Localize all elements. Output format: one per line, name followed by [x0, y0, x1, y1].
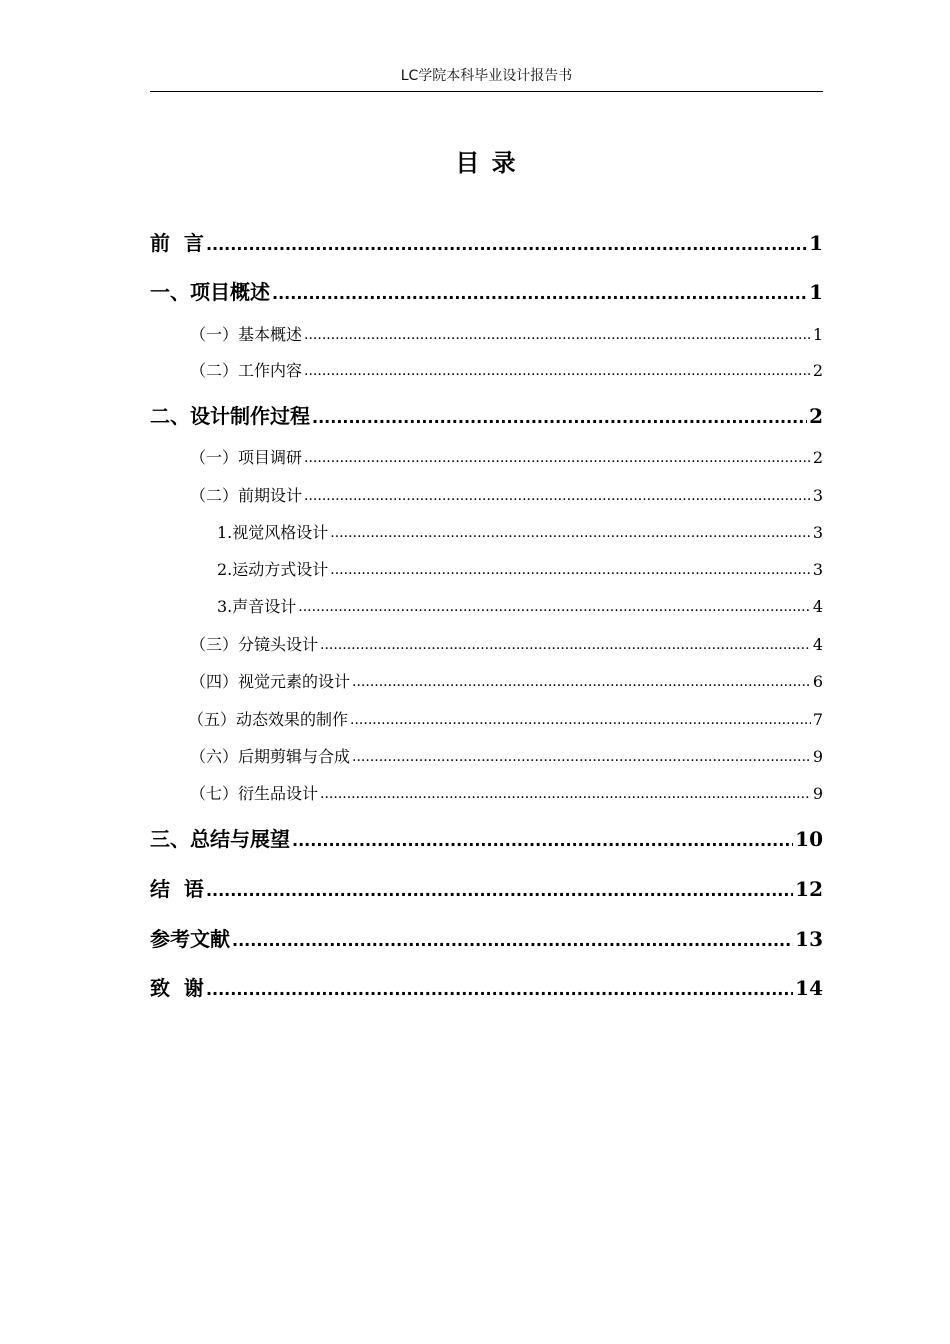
leader-dots [320, 781, 811, 803]
toc-entry-label: （六）后期剪辑与合成 [190, 747, 351, 766]
toc-entry-label: （三）分镜头设计 [190, 635, 319, 654]
toc-entry-label: （一）基本概述 [190, 325, 303, 344]
toc-entry-page: 2 [812, 361, 823, 380]
leader-dots [206, 972, 793, 1000]
leader-dots [304, 358, 811, 380]
toc-entry-label: 参考文献 [150, 927, 230, 951]
toc-entry-page: 1 [809, 231, 823, 255]
toc-entry-preface[interactable] [150, 227, 823, 255]
toc-entry-subsection[interactable] [217, 520, 823, 542]
toc-entry-page: 9 [812, 784, 823, 803]
toc-entry-page: 2 [809, 404, 823, 428]
toc-entry-page: 12 [795, 877, 823, 901]
toc-entry-page: 2 [812, 448, 823, 467]
toc-entry-label: 三、总结与展望 [150, 827, 290, 851]
toc-entry-subsection[interactable] [217, 557, 823, 579]
toc-entry-section[interactable] [190, 322, 823, 344]
toc-entry-label: 结 语 [150, 877, 204, 901]
toc-entry-chapter-2[interactable] [150, 400, 823, 428]
toc-entry-chapter-3[interactable] [150, 823, 823, 851]
toc-entry-label: （一）项目调研 [190, 448, 303, 467]
leader-dots [298, 594, 811, 616]
leader-dots [206, 873, 793, 901]
toc-entry-page: 3 [812, 523, 823, 542]
leader-dots [304, 322, 811, 344]
toc-entry-page: 4 [812, 597, 823, 616]
toc-entry-section[interactable] [190, 744, 823, 766]
leader-dots [312, 400, 807, 428]
toc-entry-section[interactable] [190, 358, 823, 380]
leader-dots [330, 520, 811, 542]
toc-entry-conclusion[interactable] [150, 873, 823, 901]
toc-entry-section[interactable] [190, 669, 823, 691]
toc-title: 目 录 [455, 149, 518, 177]
leader-dots [352, 744, 811, 766]
toc-entry-page: 10 [795, 827, 823, 851]
toc-entry-page: 7 [812, 710, 823, 729]
toc-entry-section[interactable] [190, 445, 823, 467]
header-rule [150, 91, 823, 92]
running-header: LC学院本科毕业设计报告书 [400, 68, 573, 84]
toc-entry-label: 二、设计制作过程 [150, 404, 310, 428]
toc-entry-subsection[interactable] [217, 594, 823, 616]
toc-entry-label: （五）动态效果的制作 [188, 710, 349, 729]
leader-dots [350, 707, 811, 729]
toc-entry-section[interactable] [190, 781, 823, 803]
leader-dots [330, 557, 811, 579]
toc-entry-page: 1 [809, 280, 823, 304]
toc-entry-label: 1.视觉风格设计 [217, 523, 329, 542]
toc-entry-label: 3.声音设计 [217, 597, 297, 616]
toc-entry-section[interactable] [188, 707, 823, 729]
toc-entry-label: （二）工作内容 [190, 361, 303, 380]
leader-dots [304, 483, 811, 505]
toc-entry-page: 1 [812, 325, 823, 344]
toc-entry-page: 9 [812, 747, 823, 766]
toc-entry-acknowledgements[interactable] [150, 972, 823, 1000]
toc-entry-page: 14 [795, 976, 823, 1000]
leader-dots [232, 923, 793, 951]
toc-entry-page: 3 [812, 486, 823, 505]
leader-dots [206, 227, 807, 255]
toc-entry-references[interactable] [150, 923, 823, 951]
leader-dots [352, 669, 811, 691]
leader-dots [292, 823, 793, 851]
toc-entry-label: 致 谢 [150, 976, 204, 1000]
toc-entry-label: （二）前期设计 [190, 486, 303, 505]
leader-dots [304, 445, 811, 467]
leader-dots [320, 632, 811, 654]
toc-entry-section[interactable] [190, 632, 823, 654]
toc-entry-page: 3 [812, 560, 823, 579]
leader-dots [272, 276, 807, 304]
toc-entry-page: 4 [812, 635, 823, 654]
toc-entry-label: （七）衍生品设计 [190, 784, 319, 803]
toc-entry-label: 前 言 [150, 231, 204, 255]
toc-entry-page: 13 [795, 927, 823, 951]
toc-entry-section[interactable] [190, 483, 823, 505]
toc-entry-label: （四）视觉元素的设计 [190, 672, 351, 691]
toc-entry-page: 6 [812, 672, 823, 691]
toc-entry-label: 一、项目概述 [150, 280, 270, 304]
toc-entry-label: 2.运动方式设计 [217, 560, 329, 579]
toc-entry-chapter-1[interactable] [150, 276, 823, 304]
